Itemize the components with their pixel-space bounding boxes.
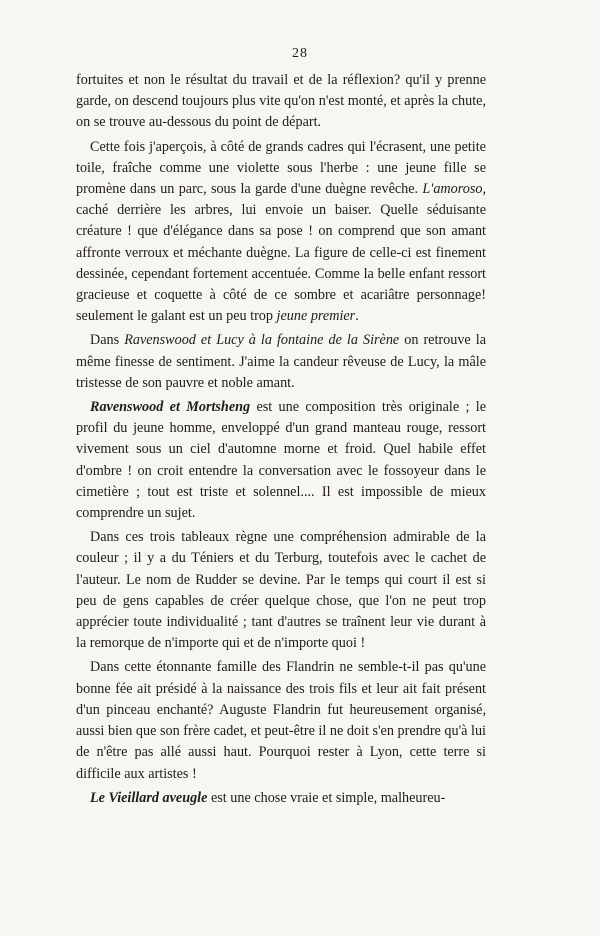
paragraph bbox=[76, 397, 486, 524]
text-run: . bbox=[355, 308, 359, 325]
emphasized-title: Ravenswood et Lucy à la fontaine de la Sirène bbox=[124, 332, 400, 349]
text-run: on retrouve la même finesse de sentiment. J'aime la candeur rêveuse de Lucy, la mâle tristesse de son pauvre et noble amant. bbox=[76, 332, 486, 391]
text-run: Cette fois j'aperçois, à côté de grands cadres qui l'écrasent, une petite toile, fraîche comme une violette sous l'herbe : une jeune fille se promène dans un parc, sous la garde d'une duègne revêche. bbox=[76, 138, 486, 198]
page-number: 28 bbox=[292, 46, 308, 61]
emphasized-title: Ravenswood et Mortsheng bbox=[90, 399, 251, 416]
text-run: Dans cette étonnante famille des Flandrin ne semble-t-il pas qu'une bonne fée ait présidé à la naissance des trois fils et leur ait fait présent d'un pinceau enchanté? Auguste Flandrin fut heureusement organisé, aussi bien que son frère cadet, et peut-être il ne doit s'en prendre qu'à lui de n'être pas allé aussi haut. Pourquoi rester à Lyon, cette terre si difficile aux artistes ! bbox=[76, 659, 486, 782]
text-run: , caché derrière les arbres, lui envoie un baiser. Quelle séduisante créature ! que d'élégance dans sa pose ! on comprend que son amant affronte verroux et méchante duègne. La figure de celle-ci est finement dessinée, cependant fortement accentuée. Comme la belle enfant ressort gracieuse et coquette à côté de ce sombre et acariâtre personnage! seulement le galant est un peu trop bbox=[76, 181, 486, 325]
emphasized-title: Le Vieillard aveugle bbox=[90, 789, 208, 806]
text-run: est une composition très originale ; le profil du jeune homme, enveloppé d'un grand manteau rouge, ressort vivement sous un ciel d'automne morne et froid. Quel habile effet d'ombre ! on croit entendre la conversation avec le fossoyeur dans le cimetière ; tout est triste et solennel.... Il est impossible de mieux comprendre un sujet. bbox=[76, 399, 486, 522]
paragraph bbox=[76, 330, 486, 394]
emphasized-title: jeune premier bbox=[276, 308, 356, 325]
emphasized-title: L'amoroso bbox=[422, 181, 483, 198]
paragraph bbox=[76, 657, 486, 784]
paragraph bbox=[76, 137, 486, 328]
body-text bbox=[76, 70, 486, 812]
paragraph bbox=[76, 788, 486, 809]
text-run: Dans ces trois tableaux règne une compréhension admirable de la couleur ; il y a du Téniers et du Terburg, toutefois avec le cachet de l'auteur. Le nom de Rudder se devine. Par le temps qui court il est si peu de gens capables de créer quelque chose, que l'on ne peut trop apprécier toute individualité ; tant d'autres se traînent leur vie durant à la remorque de n'importe qui et de n'importe quoi ! bbox=[76, 529, 486, 652]
text-run: est une chose vraie et simple, malheureu- bbox=[207, 789, 446, 806]
paragraph bbox=[76, 527, 486, 654]
text-run: Dans bbox=[90, 332, 125, 349]
paragraph bbox=[76, 70, 486, 134]
text-run: fortuites et non le résultat du travail et de la réflexion? qu'il y prenne garde, on descend toujours plus vite qu'on n'est monté, et après la chute, on se trouve au-dessous du point de départ. bbox=[76, 72, 486, 131]
